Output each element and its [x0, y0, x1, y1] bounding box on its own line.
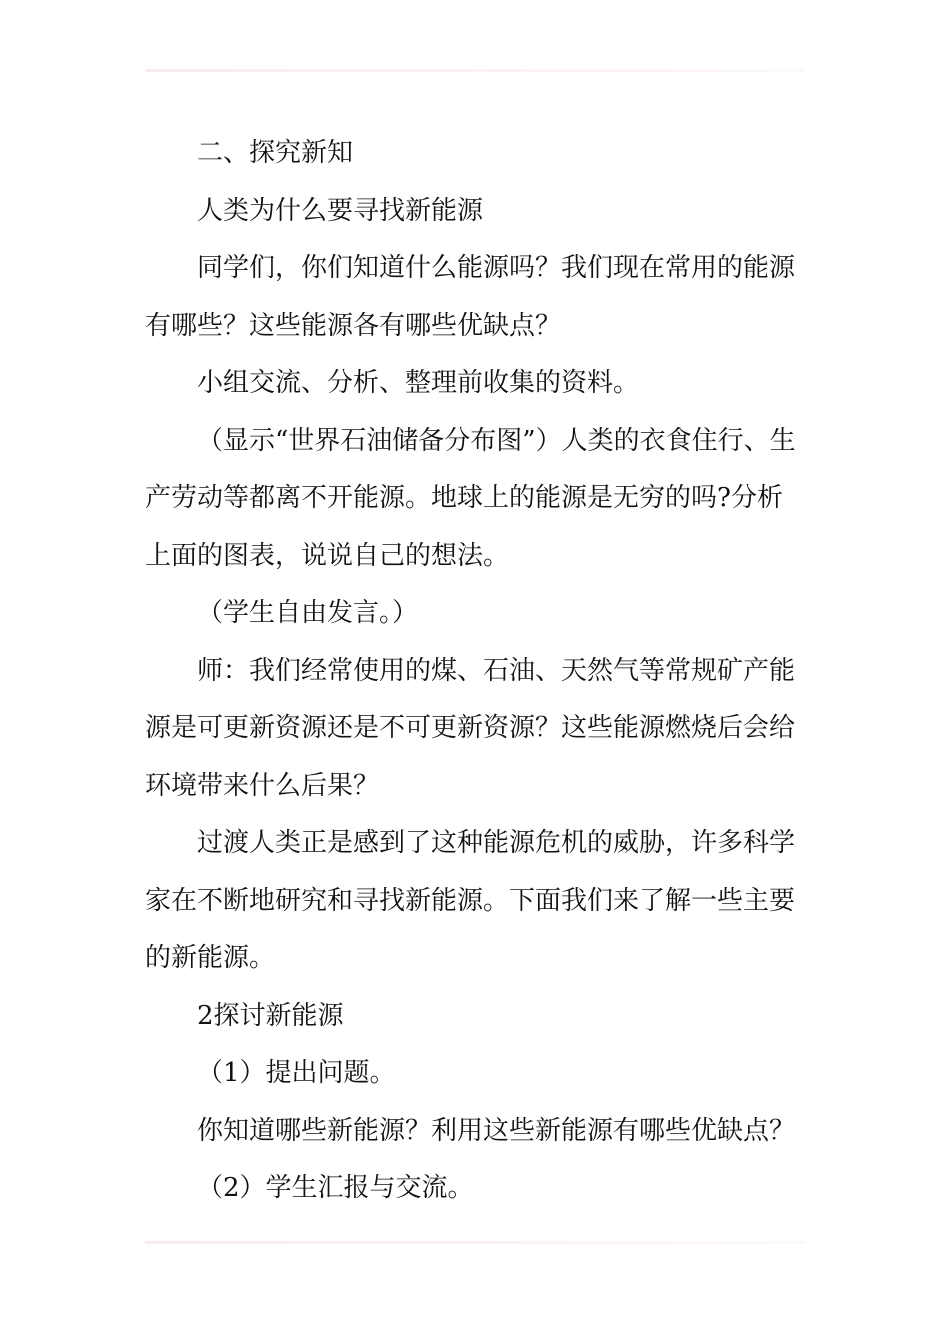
subheading: 人类为什么要寻找新能源	[197, 195, 484, 226]
footer-rule	[145, 1241, 805, 1244]
step-2: （2）学生汇报与交流。	[197, 1173, 474, 1203]
step-1: （1）提出问题。	[197, 1058, 396, 1088]
paragraph-group-work: 小组交流、分析、整理前收集的资料。	[197, 368, 640, 398]
paragraph-transition: 过渡人类正是感到了这种能源危机的威胁，许多科学家在不断地研究和寻找新能源。下面我们来了解一些主要的新能源。	[145, 828, 796, 973]
paragraph-teacher: 师：我们经常使用的煤、石油、天然气等常规矿产能源是可更新资源还是不可更新资源？这些能源燃烧后会给环境带来什么后果？	[145, 655, 796, 801]
section-heading: 二、探究新知	[197, 138, 354, 168]
paragraph-new-energy-question: 你知道哪些新能源？利用这些新能源有哪些优缺点？	[197, 1115, 796, 1146]
paragraph-question: 同学们，你们知道什么能源吗？我们现在常用的能源有哪些？这些能源各有哪些优缺点？	[145, 253, 796, 341]
paragraph-oil-map: （显示“世界石油储备分布图”）人类的衣食住行、生产劳动等都离不开能源。地球上的能源是无穷的吗?分析上面的图表，说说自己的想法。	[145, 425, 796, 571]
subsection-heading: 2探讨新能源	[197, 1000, 344, 1031]
paragraph-student-speak: （学生自由发言。）	[197, 598, 419, 628]
document-body	[145, 125, 807, 1218]
header-rule	[145, 69, 805, 72]
